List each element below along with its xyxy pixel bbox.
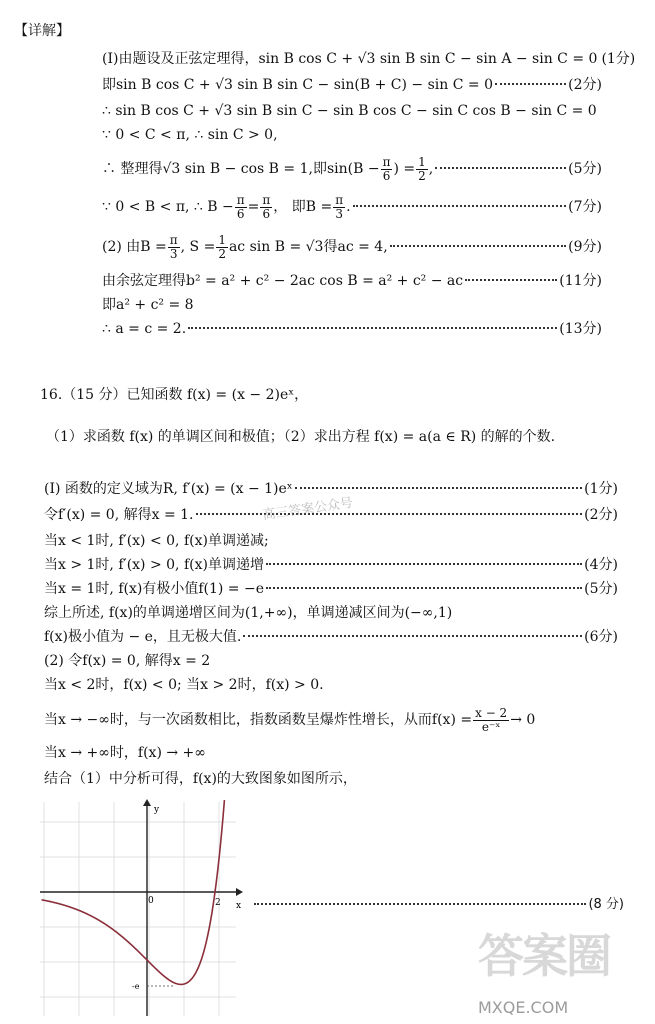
score-mark: (5分) (568, 161, 602, 177)
part1-line-1-text: (I)由题设及正弦定理得，sin B cos C + √3 sin B sin C − sin A − sin C = 0 (102, 51, 598, 67)
line6-text-b: = (247, 199, 260, 215)
sol16-line-9: 当x < 2时，f(x) < 0; 当x > 2时，f(x) > 0. (44, 677, 324, 693)
part2-line-4-text: ∴ a = c = 2. (102, 321, 187, 337)
part2-line-2 (102, 272, 602, 290)
leader-dots (435, 167, 566, 169)
limit-line (44, 702, 535, 738)
question-16-subquestions: （1）求函数 f(x) 的单调区间和极值；（2）求出方程 f(x) = a(a ∈ R) 的解的个数. (46, 429, 556, 445)
leader-dots (390, 245, 567, 247)
part2-line-3: 即a² + c² = 8 (102, 297, 194, 313)
score-mark: (1分) (584, 481, 618, 497)
line6-text-d: . (346, 199, 351, 215)
sol16-tail-2: 结合（1）中分析可得，f(x)的大致图象如图所示， (44, 771, 357, 787)
sol16-line-4 (44, 556, 618, 574)
part2-line-1 (102, 230, 602, 264)
line6-text-a: ∵ 0 < B < π, ∴ B − (102, 199, 234, 215)
score-mark: (9分) (568, 239, 602, 255)
x-tick-label: 2 (215, 898, 221, 908)
diagonal-watermark: 高三答案公众号 (261, 495, 354, 524)
sol16-line-7-text: f(x)极小值为 − e，且无极大值. (44, 629, 242, 645)
part1-line-4: ∵ 0 < C < π, ∴ sin C > 0, (102, 127, 278, 143)
score-mark: (2分) (568, 77, 602, 93)
part1-line-2 (102, 76, 602, 94)
origin-label: 0 (148, 896, 154, 906)
score-mark: (5分) (584, 581, 618, 597)
leader-dots (196, 513, 583, 515)
part2-line-2-text: 由余弦定理得b² = a² + c² − 2ac cos B = a² + c² − ac (102, 273, 464, 289)
leader-dots (188, 327, 557, 329)
sol16-line-2-text: 令f′(x) = 0, 解得x = 1. (44, 507, 194, 523)
fraction-1-2: $\frac{1}{2}$ (218, 232, 226, 261)
fraction-pi-6: $\frac{\pi}{6}$ (262, 192, 271, 221)
sol16-line-5-text: 当x = 1时, f(x)有极小值f(1) = −e (44, 581, 264, 597)
leader-dots (266, 587, 582, 589)
leader-dots (495, 83, 566, 85)
question-16-title: 16.（15 分）已知函数 f(x) = (x − 2)eˣ， (40, 387, 309, 403)
sol16-line-5 (44, 580, 618, 598)
fraction-pi-6: $\frac{\pi}{6}$ (236, 192, 245, 221)
min-label: -e (132, 982, 140, 991)
sol16-line-7 (44, 628, 618, 646)
part1-line-1 (102, 50, 636, 68)
line5-text-c: , (428, 161, 434, 177)
brand-watermark: 答案圈 (478, 929, 610, 983)
x-axis-arrow (236, 888, 243, 896)
graph-leader-line (254, 896, 624, 914)
leader-dots (353, 205, 567, 207)
leader-dots (465, 279, 557, 281)
line7-text-c: ac sin B = √3得ac = 4, (228, 239, 388, 255)
section-header: 【详解】 (14, 23, 70, 39)
part1-line-2-text: 即sin B cos C + √3 sin B sin C − sin(B + C) − sin C = 0 (102, 77, 493, 93)
sol16-line-4-text: 当x > 1时, f′(x) > 0, f(x)单调递增 (44, 557, 264, 573)
score-mark: (4分) (584, 557, 618, 573)
score-mark: (11分) (559, 273, 602, 289)
fraction-pi-6: $\frac{\pi}{6}$ (382, 154, 391, 183)
limit-line-text-a: 当x → −∞时，与一次函数相比，指数函数呈爆炸性增长，从而f(x) = (44, 712, 473, 728)
limit-line-text-b: → 0 (510, 712, 536, 728)
leader-dots (266, 563, 582, 565)
score-mark: (2分) (584, 507, 618, 523)
x-axis-label: x (236, 901, 242, 911)
fraction-pi-3: $\frac{\pi}{3}$ (335, 192, 344, 221)
sol16-line-6: 综上所述, f(x)的单调递增区间为(1,+∞)，单调递减区间为(−∞,1) (44, 605, 453, 621)
sol16-line-8: (2) 令f(x) = 0, 解得x = 2 (44, 653, 211, 669)
brand-watermark-small: MXQE.COM (478, 998, 569, 1017)
score-mark: (8 分) (588, 897, 624, 912)
sol16-line-3: 当x < 1时, f′(x) < 0, f(x)单调递减; (44, 533, 269, 549)
part2-line-4 (102, 320, 602, 338)
part1-line-6 (102, 190, 602, 224)
line7-text-a: (2) 由B = (102, 239, 167, 255)
score-mark: (13分) (559, 321, 602, 337)
y-axis-arrow (143, 799, 151, 806)
fraction-pi-3: $\frac{\pi}{3}$ (169, 232, 178, 261)
fraction-1-2: $\frac{1}{2}$ (418, 154, 426, 183)
line5-text-a: ∴ 整理得√3 sin B − cos B = 1,即sin(B − (102, 161, 380, 177)
sol16-line-1-text: (I) 函数的定义域为R, f′(x) = (x − 1)eˣ (44, 481, 293, 497)
score-mark: (7分) (568, 199, 602, 215)
part1-line-3: ∴ sin B cos C + √3 sin B sin C − sin B cos C − sin C cos B − sin C = 0 (102, 103, 597, 119)
score-mark: (1分) (601, 51, 636, 67)
fraction-limit: $\frac{x - 2}{\text{e⁻ˣ}}$ (475, 705, 508, 734)
line6-text-c: ， 即B = (273, 199, 333, 215)
part1-line-5 (102, 152, 602, 186)
function-graph (36, 798, 244, 1020)
leader-dots (295, 487, 582, 489)
leader-dots (243, 635, 582, 637)
sol16-tail-1: 当x → +∞时，f(x) → +∞ (44, 745, 206, 761)
line7-text-b: , S = (180, 239, 216, 255)
score-mark: (6分) (584, 629, 618, 645)
leader-dots (254, 903, 586, 905)
line5-text-b: ) = (393, 161, 416, 177)
y-axis-label: y (154, 805, 160, 815)
